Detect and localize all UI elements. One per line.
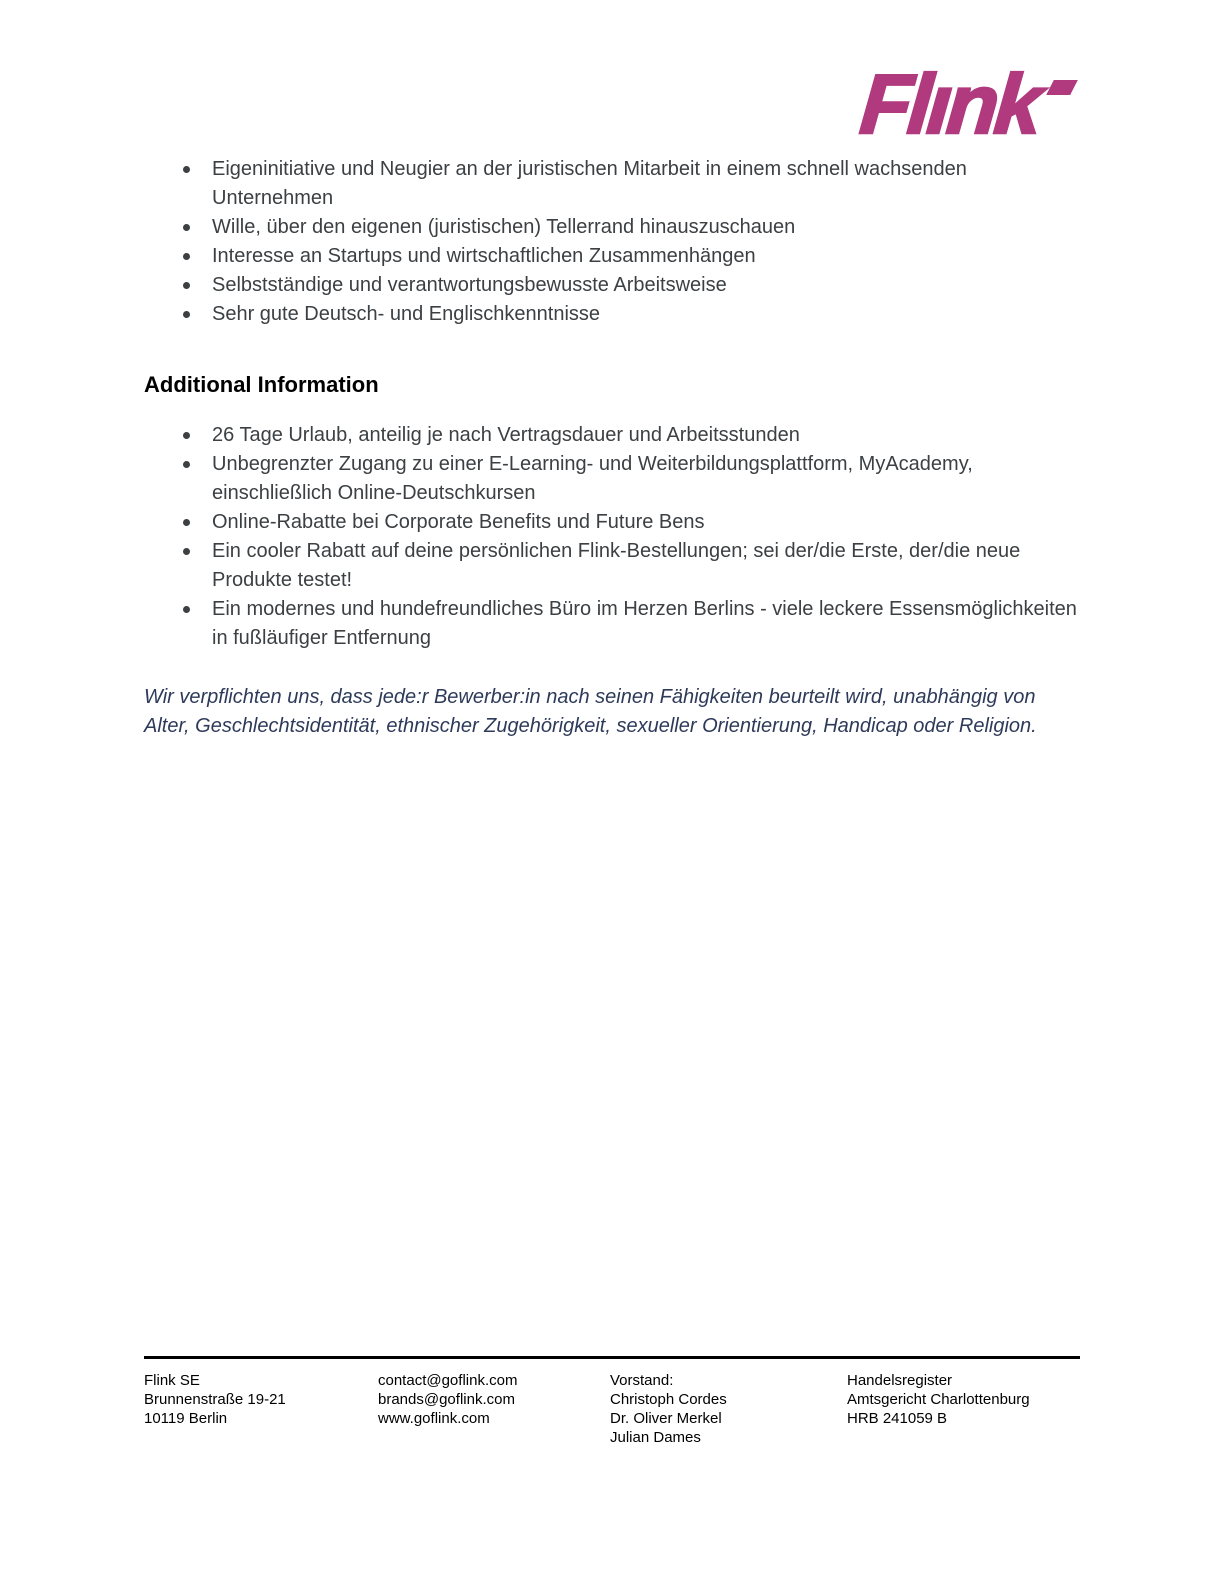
list-item-text: Online-Rabatte bei Corporate Benefits und Future Bens — [212, 511, 705, 533]
list-item-text: Ein modernes und hundefreundliches Büro im Herzen Berlins - viele leckere Essensmöglichkeiten in fußläufiger Entfernung — [212, 598, 1077, 649]
list-item-text: Sehr gute Deutsch- und Englischkenntnisse — [212, 303, 601, 325]
list-item-text: Unbegrenzter Zugang zu einer E-Learning- und Weiterbildungsplattform, MyAcademy, einschließlich Online-Deutschkursen — [212, 453, 973, 504]
bullet-icon — [183, 224, 190, 231]
list-item-text: Interesse an Startups und wirtschaftlichen Zusammenhängen — [212, 245, 756, 267]
bullet-icon — [183, 253, 190, 260]
list-item-text: Ein cooler Rabatt auf deine persönlichen Flink-Bestellungen; sei der/die Erste, der/die neue Produkte testet! — [212, 540, 1021, 591]
list-item-text: 26 Tage Urlaub, anteilig je nach Vertragsdauer und Arbeitsstunden — [212, 424, 800, 446]
additional-information-heading: Additional Information — [144, 372, 379, 397]
list-item — [144, 213, 1080, 242]
footer-street: Brunnenstraße 19-21 — [144, 1391, 286, 1408]
footer-registry-number: HRB 241059 B — [847, 1410, 948, 1427]
list-item — [144, 421, 1080, 450]
footer-divider — [144, 1356, 1080, 1359]
footer-city: 10119 Berlin — [144, 1410, 228, 1427]
list-item — [144, 537, 1080, 595]
footer-registry-label: Handelsregister — [847, 1372, 953, 1389]
list-item — [144, 508, 1080, 537]
requirements-list — [144, 155, 1080, 329]
list-item-text: Eigeninitiative und Neugier an der juristischen Mitarbeit in einem schnell wachsenden Unternehmen — [212, 158, 967, 209]
footer-company-address — [144, 1371, 378, 1447]
list-item-text: Wille, über den eigenen (juristischen) Tellerrand hinauszuschauen — [212, 216, 796, 238]
footer-board-member: Christoph Cordes — [610, 1391, 727, 1408]
footer-brands-email: brands@goflink.com — [378, 1391, 515, 1408]
footer-contact-email: contact@goflink.com — [378, 1372, 518, 1389]
footer — [144, 1371, 1080, 1447]
bullet-icon — [183, 519, 190, 526]
footer-contact — [378, 1371, 610, 1447]
footer-company-name: Flink SE — [144, 1372, 200, 1389]
footer-board-member: Julian Dames — [610, 1429, 701, 1446]
list-item — [144, 271, 1080, 300]
bullet-icon — [183, 461, 190, 468]
bullet-icon — [183, 311, 190, 318]
footer-board-member: Dr. Oliver Merkel — [610, 1410, 722, 1427]
bullet-icon — [183, 606, 190, 613]
list-item — [144, 595, 1080, 653]
flink-logo-wordmark: Flınk — [856, 57, 1043, 151]
bullet-icon — [183, 166, 190, 173]
equality-statement: Wir verpflichten uns, dass jede:r Bewerber:in nach seinen Fähigkeiten beurteilt wird, unabhängig von Alter, Geschlechtsidentität, ethnischer Zugehörigkeit, sexueller Orientierung, Handicap oder Religion. — [144, 686, 1037, 737]
bullet-icon — [183, 282, 190, 289]
list-item — [144, 155, 1080, 213]
footer-board-label: Vorstand: — [610, 1372, 674, 1389]
footer-board — [610, 1371, 847, 1447]
list-item — [144, 300, 1080, 329]
list-item-text: Selbstständige und verantwortungsbewusste Arbeitsweise — [212, 274, 727, 296]
footer-website: www.goflink.com — [378, 1410, 490, 1427]
bullet-icon — [183, 548, 190, 555]
list-item — [144, 450, 1080, 508]
footer-registry — [847, 1371, 1080, 1447]
bullet-icon — [183, 432, 190, 439]
document-body — [144, 0, 1080, 741]
list-item — [144, 242, 1080, 271]
benefits-list — [144, 421, 1080, 653]
footer-registry-court: Amtsgericht Charlottenburg — [847, 1391, 1030, 1408]
